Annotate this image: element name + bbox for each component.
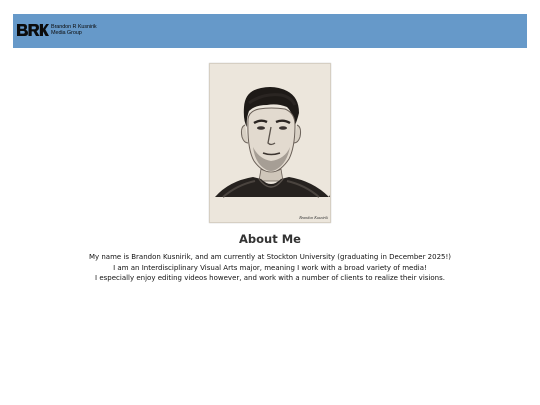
brk-logo-mark-icon: [17, 24, 49, 36]
about-text: [0, 252, 540, 284]
logo-line-group: Media Group: [51, 30, 82, 36]
logo-line-name: Brandon R Kusnirik: [51, 24, 97, 30]
portrait-painting: [209, 63, 331, 223]
portrait-image: [209, 63, 331, 223]
header-bar: [13, 14, 527, 48]
page-title: About Me: [239, 232, 301, 246]
portrait-signature: Brandon Kusnirik: [299, 215, 328, 220]
brand-logo[interactable]: [17, 24, 97, 36]
about-line-education: My name is Brandon Kusnirik, and am currently at Stockton University (graduating in December 2025!): [88, 253, 452, 261]
logo-wordmark: [51, 24, 97, 36]
about-line-video: I especially enjoy editing videos however, and work with a number of clients to realize their visions.: [95, 274, 445, 282]
about-line-major: I am an Interdisciplinary Visual Arts major, meaning I work with a broad variety of media!: [113, 263, 427, 272]
